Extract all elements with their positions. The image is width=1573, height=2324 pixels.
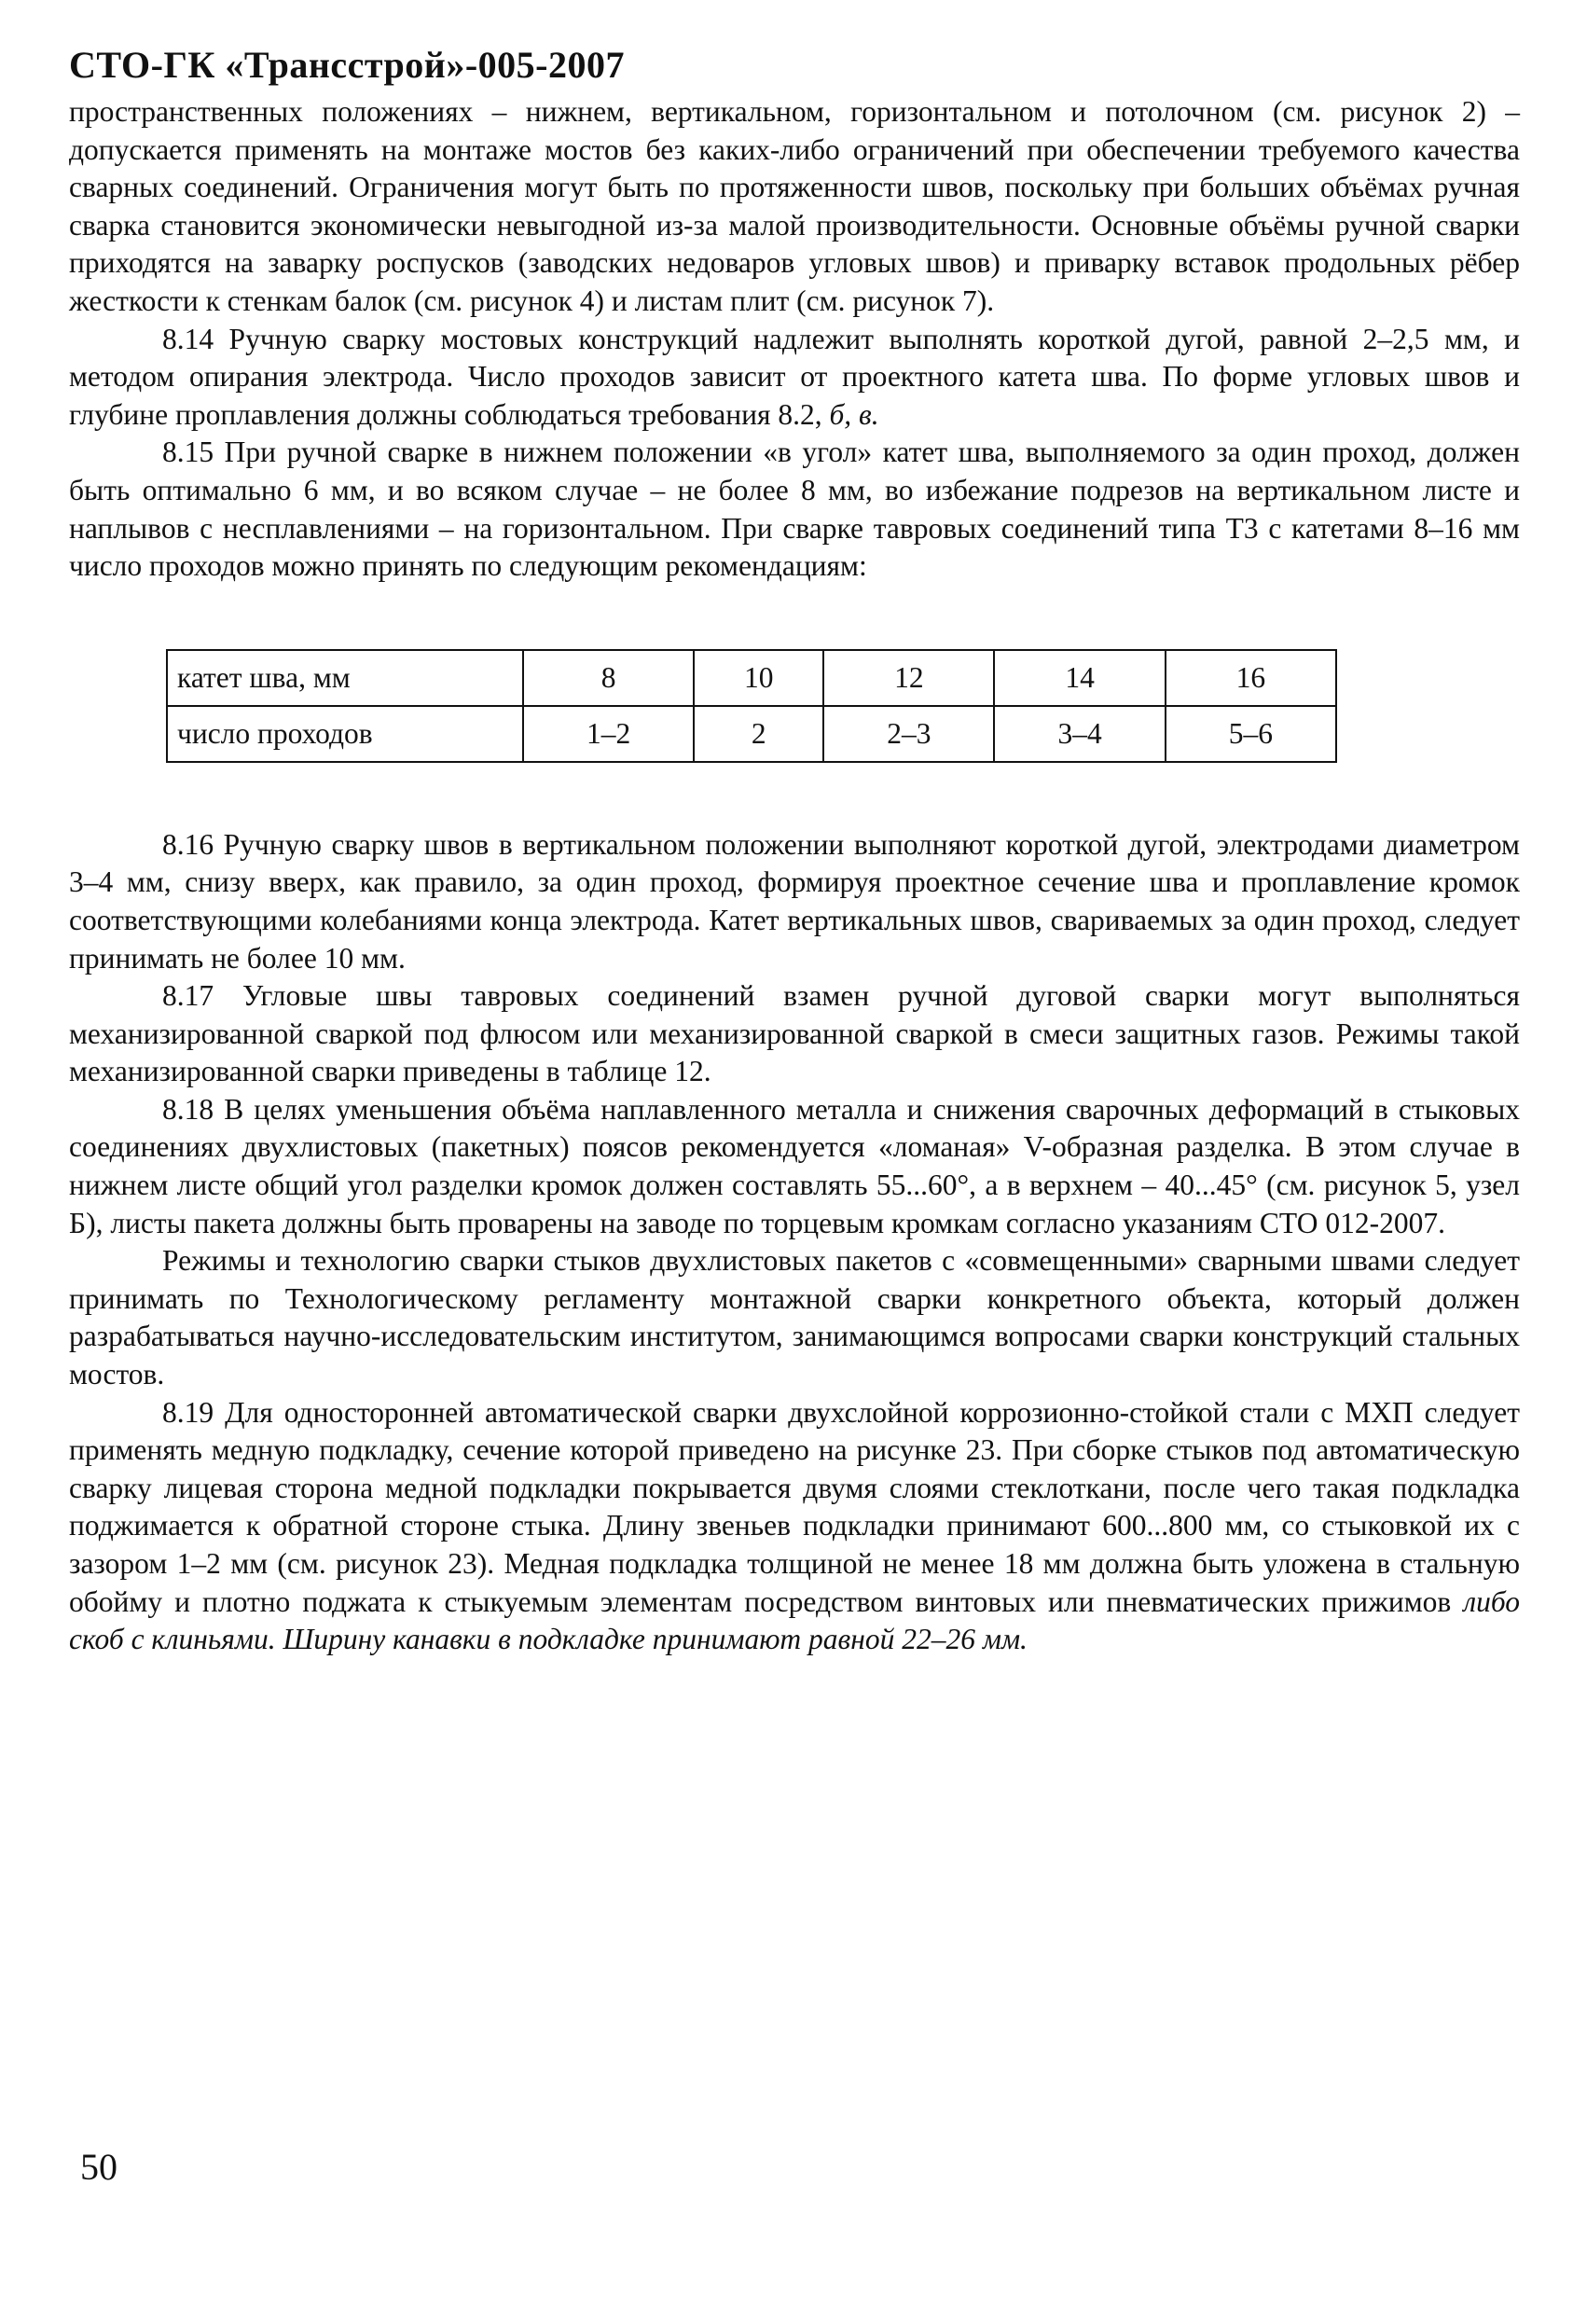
paragraph-8-14-text: 8.14 Ручную сварку мостовых конструкций надлежит выполнять короткой дугой, равной 2–2,5 мм, и методом опирания электрода. Число проходов зависит от проектного катета шва. По форме угловых швов и глубине проплавления должны соблюдаться требования 8.2, bbox=[69, 322, 1520, 431]
paragraph-8-19-text: 8.19 Для односторонней автоматической сварки двухслойной коррозионно-стойкой стали с МХП следует применять медную подкладку, сечение которой приведено на рисунке 23. При сборке стыков под автоматическую сварку лицевая сторона медной подкладки покрывается двумя слоями стеклоткани, после чего такая подкладка поджимается к обратной стороне стыка. Длину звеньев подкладки принимают 600...800 мм, со стыковкой их с зазором 1–2 мм (см. рисунок 23). Медная подкладка толщиной не менее 18 мм должна быть уложена в стальную обойму и плотно поджата к стыкуемым элементам посредством винтовых или пневматических прижимов bbox=[69, 1395, 1520, 1618]
paragraph-welding-modes: Режимы и технологию сварки стыков двухлистовых пакетов с «совмещенными» сварными швами следует принимать по Технологическому регламенту монтажной сварки конкретного объекта, который должен разрабатываться научно-исследовательским институтом, занимающимся вопросами сварки конструкций стальных мостов. bbox=[69, 1244, 1520, 1391]
paragraph-8-18: 8.18 В целях уменьшения объёма наплавленного металла и снижения сварочных деформаций в стыковых соединениях двухлистовых (пакетных) поясов рекомендуется «ломаная» V-образная разделка. В этом случае в нижнем листе общий угол разделки кромок должен составлять 55...60°, а в верхнем – 40...45° (см. рисунок 5, узел Б), листы пакета должны быть проварены на заводе по торцевым кромкам согласно указаниям СТО 012-2007. bbox=[69, 1092, 1520, 1239]
document-body bbox=[69, 93, 1520, 1659]
table-cell-leg-value: 16 bbox=[1166, 650, 1336, 706]
table-cell-pass-value: 3–4 bbox=[994, 706, 1165, 762]
paragraph-8-19-italic: либо скоб с клиньями. Ширину канавки в подкладке принимают равной 22–26 мм. bbox=[69, 1584, 1520, 1656]
paragraph-8-15: 8.15 При ручной сварке в нижнем положении «в угол» катет шва, выполняемого за один проход, должен быть оптимально 6 мм, и во всяком случае – не более 8 мм, во избежание подрезов на вертикальном листе и наплывов с несплавлениями – на горизонтальном. При сварке тавровых соединений типа Т3 с катетами 8–16 мм число проходов можно принять по следующим рекомендациям: bbox=[69, 436, 1520, 583]
table-row-header-leg-size: катет шва, мм bbox=[167, 650, 523, 706]
page-number: 50 bbox=[80, 2146, 117, 2188]
paragraph-8-14-italic: б, в. bbox=[829, 397, 879, 431]
table-cell-leg-value: 14 bbox=[994, 650, 1165, 706]
table-cell-leg-value: 8 bbox=[523, 650, 694, 706]
table-cell-pass-value: 1–2 bbox=[523, 706, 694, 762]
table-row-header-pass-count: число проходов bbox=[167, 706, 523, 762]
table-cell-leg-value: 12 bbox=[823, 650, 994, 706]
paragraph-8-14 bbox=[69, 321, 1520, 435]
paragraph-8-19 bbox=[69, 1394, 1520, 1659]
passes-table-wrapper bbox=[166, 649, 1337, 763]
table-cell-leg-value: 10 bbox=[694, 650, 823, 706]
paragraph-intro: пространственных положениях – нижнем, вертикальном, горизонтальном и потолочном (см. рисунок 2) – допускается применять на монтаже мостов без каких-либо ограничений при обеспечении требуемого качества сварных соединений. Ограничения могут быть по протяженности швов, поскольку при больших объёмах ручная сварка становится экономически невыгодной из-за малой производительности. Основные объёмы ручной сварки приходятся на заварку роспусков (заводских недоваров угловых швов) и приварку вставок продольных рёбер жесткости к стенкам балок (см. рисунок 4) и листам плит (см. рисунок 7). bbox=[69, 95, 1520, 317]
table-row-leg-size bbox=[167, 650, 1336, 706]
document-header: СТО-ГК «Трансстрой»-005-2007 bbox=[69, 44, 625, 86]
passes-table bbox=[166, 649, 1337, 763]
table-row-pass-count bbox=[167, 706, 1336, 762]
paragraph-8-16: 8.16 Ручную сварку швов в вертикальном положении выполняют короткой дугой, электродами диаметром 3–4 мм, снизу вверх, как правило, за один проход, формируя проектное сечение шва и проплавление кромок соответствующими колебаниями конца электрода. Катет вертикальных швов, свариваемых за один проход, следует принимать не более 10 мм. bbox=[69, 827, 1520, 975]
table-cell-pass-value: 5–6 bbox=[1166, 706, 1336, 762]
paragraph-8-17: 8.17 Угловые швы тавровых соединений взамен ручной дуговой сварки могут выполняться механизированной сваркой под флюсом или механизированной сваркой в смеси защитных газов. Режимы такой механизированной сварки приведены в таблице 12. bbox=[69, 979, 1520, 1088]
table-cell-pass-value: 2 bbox=[694, 706, 823, 762]
table-cell-pass-value: 2–3 bbox=[823, 706, 994, 762]
